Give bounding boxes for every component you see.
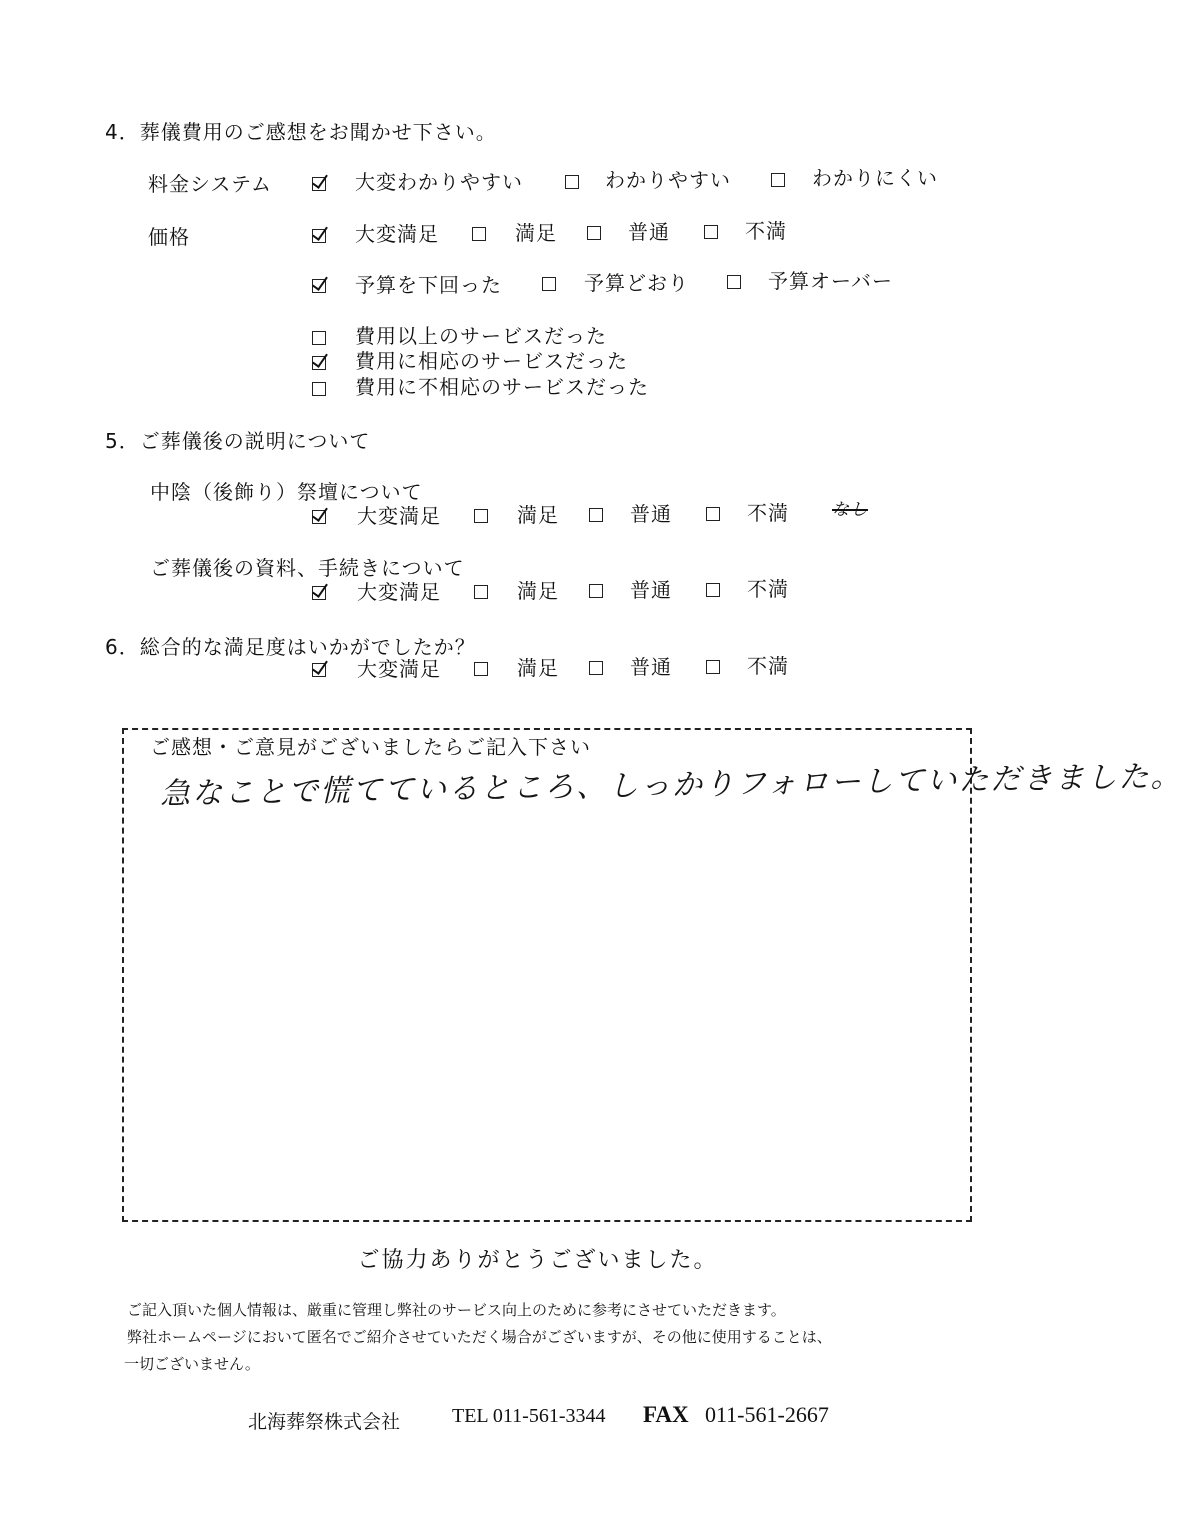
price-option: 普通 — [628, 220, 670, 244]
price-checkbox-0[interactable] — [312, 229, 326, 243]
budget-option: 予算どおり — [584, 271, 689, 295]
q4-heading: 4．葬儀費用のご感想をお聞かせ下さい。 — [105, 120, 497, 144]
fee-system-label: 料金システム — [148, 172, 272, 196]
overall-option: 大変満足 — [357, 657, 441, 681]
altar-option: 満足 — [517, 503, 559, 527]
value-checkbox-1[interactable] — [312, 356, 326, 370]
price-checkbox-2[interactable] — [587, 226, 601, 240]
altar-note-crossed-out: なし — [832, 500, 868, 520]
q6-heading: 6．総合的な満足度はいかがでしたか？ — [105, 635, 476, 659]
budget-checkbox-0[interactable] — [312, 279, 326, 293]
budget-option: 予算を下回った — [355, 273, 502, 297]
comments-label: ご感想・ご意見がございましたらご記入下さい — [150, 735, 591, 759]
fee-system-option: わかりやすい — [605, 168, 731, 192]
fax-number: 011-561-2667 — [705, 1402, 829, 1427]
thanks-message: ご協力ありがとうございました。 — [357, 1248, 718, 1273]
altar-checkbox-3[interactable] — [706, 507, 720, 521]
documents-option: 不満 — [747, 577, 789, 601]
documents-option: 満足 — [517, 579, 559, 603]
documents-option: 普通 — [630, 578, 672, 602]
privacy-line-2: 弊社ホームページにおいて匿名でご紹介させていただく場合がございますが、その他に使用することは、 — [127, 1328, 832, 1346]
fee-system-option: わかりにくい — [812, 166, 938, 190]
handwritten-comment: 急なことで慌てているところ、しっかりフォローしていただきました。 — [159, 759, 1183, 812]
value-option: 費用以上のサービスだった — [355, 324, 607, 348]
documents-option: 大変満足 — [357, 580, 441, 604]
overall-checkbox-2[interactable] — [589, 661, 603, 675]
documents-checkbox-2[interactable] — [589, 584, 603, 598]
budget-option: 予算オーバー — [768, 269, 893, 293]
altar-checkbox-0[interactable] — [312, 510, 326, 524]
price-checkbox-3[interactable] — [704, 225, 718, 239]
overall-option: 普通 — [630, 655, 672, 679]
value-checkbox-0[interactable] — [312, 331, 326, 345]
overall-option: 満足 — [517, 656, 559, 680]
altar-checkbox-2[interactable] — [589, 508, 603, 522]
altar-checkbox-1[interactable] — [474, 509, 488, 523]
price-checkbox-1[interactable] — [472, 227, 486, 241]
value-option: 費用に不相応のサービスだった — [355, 375, 649, 399]
altar-option: 不満 — [747, 501, 789, 525]
altar-option: 大変満足 — [357, 504, 441, 528]
price-option: 満足 — [515, 221, 557, 245]
documents-checkbox-1[interactable] — [474, 585, 488, 599]
price-label: 価格 — [148, 225, 190, 249]
fee-system-checkbox-2[interactable] — [771, 173, 785, 187]
value-option: 費用に相応のサービスだった — [355, 349, 628, 373]
privacy-line-3: 一切ございません。 — [124, 1355, 260, 1373]
documents-checkbox-0[interactable] — [312, 586, 326, 600]
altar-label: 中陰（後飾り）祭壇について — [150, 480, 423, 504]
company-name: 北海葬祭株式会社 — [248, 1411, 401, 1433]
overall-checkbox-0[interactable] — [312, 663, 326, 677]
overall-option: 不満 — [747, 654, 789, 678]
fax-label: FAX — [643, 1402, 689, 1427]
price-option: 不満 — [745, 219, 787, 243]
fee-system-checkbox-0[interactable] — [312, 177, 326, 191]
budget-checkbox-2[interactable] — [727, 275, 741, 289]
overall-checkbox-3[interactable] — [706, 660, 720, 674]
altar-option: 普通 — [630, 502, 672, 526]
tel-number: TEL 011-561-3344 — [452, 1405, 606, 1427]
fee-system-option: 大変わかりやすい — [355, 170, 523, 194]
documents-checkbox-3[interactable] — [706, 583, 720, 597]
documents-label: ご葬儀後の資料、手続きについて — [150, 556, 465, 580]
q5-heading: 5．ご葬儀後の説明について — [105, 429, 371, 453]
fee-system-checkbox-1[interactable] — [565, 175, 579, 189]
value-checkbox-2[interactable] — [312, 382, 326, 396]
privacy-line-1: ご記入頂いた個人情報は、厳重に管理し弊社のサービス向上のために参考にさせていただきます。 — [127, 1301, 786, 1319]
overall-checkbox-1[interactable] — [474, 662, 488, 676]
budget-checkbox-1[interactable] — [542, 277, 556, 291]
price-option: 大変満足 — [355, 222, 439, 246]
